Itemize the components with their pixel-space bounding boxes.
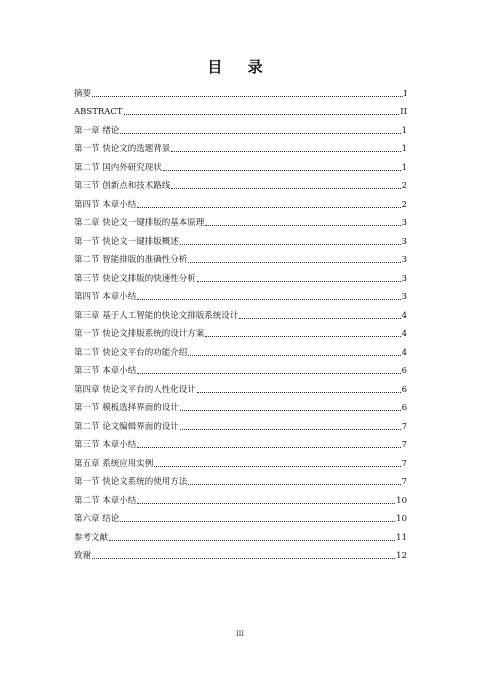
toc-page-number: 1: [401, 162, 407, 173]
toc-entry-text: 致谢: [74, 551, 92, 562]
toc-entry-text: 摘要: [74, 88, 92, 99]
toc-entry[interactable]: [74, 247, 407, 266]
toc-entry[interactable]: [74, 339, 407, 358]
toc-entry-text: ABSTRACT: [74, 107, 123, 118]
toc-page-number: 6: [401, 366, 407, 377]
toc-entry[interactable]: [74, 191, 407, 210]
toc-page-number: 3: [401, 255, 407, 266]
toc-page-number: 6: [401, 403, 407, 414]
page-footer-number: III: [235, 630, 245, 638]
toc-entry[interactable]: [74, 154, 407, 173]
dot-leader: [188, 355, 400, 356]
dot-leader: [137, 503, 395, 504]
toc-entry-text: 第一节 快论文系统的使用方法: [74, 477, 188, 488]
toc-entry[interactable]: [74, 117, 407, 136]
toc-page-number: 2: [401, 181, 407, 192]
dot-leader: [180, 244, 401, 245]
toc-entry-text: 第三节 创新点和技术路线: [74, 181, 171, 192]
toc-page-number: 4: [401, 310, 407, 321]
toc-entry-text: 第四节 本章小结: [74, 199, 137, 210]
dot-leader: [163, 170, 401, 171]
toc-page-number: 3: [401, 292, 407, 303]
toc-page-number: 10: [396, 514, 407, 525]
dot-leader: [205, 225, 400, 226]
toc-entry-text: 第四章 快论文平台的人性化设计: [74, 384, 196, 395]
dot-leader: [180, 410, 401, 411]
toc-entry-text: 第二节 本章小结: [74, 495, 137, 506]
toc-entry[interactable]: [74, 136, 407, 155]
toc-page-number: 4: [401, 347, 407, 358]
toc-page-number: 1: [401, 125, 407, 136]
dot-leader: [171, 151, 400, 152]
dot-leader: [197, 392, 401, 393]
toc-entry-text: 第二章 快论文一键排版的基本原理: [74, 218, 205, 229]
dot-leader: [109, 540, 395, 541]
toc-entry[interactable]: [74, 469, 407, 488]
toc-entry[interactable]: [74, 487, 407, 506]
toc-entry[interactable]: [74, 506, 407, 525]
toc-page-number: 1: [401, 144, 407, 155]
dot-leader: [180, 429, 401, 430]
dot-leader: [188, 262, 400, 263]
toc-page-number: 3: [401, 273, 407, 284]
toc-page-number: I: [403, 88, 407, 99]
table-of-contents: [74, 80, 407, 561]
toc-entry[interactable]: [74, 265, 407, 284]
toc-entry-text: 第一节 快论文的选题背景: [74, 144, 171, 155]
toc-entry[interactable]: [74, 173, 407, 192]
toc-entry-text: 第二节 国内外研究现状: [74, 162, 162, 173]
toc-entry-text: 第三章 基于人工智能的快论文排版系统设计: [74, 310, 239, 321]
toc-page-number: II: [400, 107, 407, 118]
toc-entry[interactable]: [74, 543, 407, 562]
toc-entry-text: 第二节 快论文平台的功能介绍: [74, 347, 188, 358]
dot-leader: [137, 207, 400, 208]
toc-page-number: 2: [401, 199, 407, 210]
toc-entry[interactable]: [74, 432, 407, 451]
toc-page-number: 11: [396, 532, 407, 543]
toc-entry[interactable]: [74, 395, 407, 414]
toc-page-number: 6: [401, 384, 407, 395]
toc-page-number: 7: [401, 458, 407, 469]
toc-entry-text: 第四节 本章小结: [74, 292, 137, 303]
toc-entry[interactable]: [74, 358, 407, 377]
toc-entry[interactable]: [74, 99, 407, 118]
toc-page-number: 4: [401, 329, 407, 340]
dot-leader: [120, 521, 395, 522]
toc-entry[interactable]: [74, 302, 407, 321]
dot-leader: [137, 299, 400, 300]
toc-page-number: 3: [401, 236, 407, 247]
toc-page-number: 7: [401, 477, 407, 488]
dot-leader: [120, 133, 400, 134]
dot-leader: [154, 466, 400, 467]
toc-entry[interactable]: [74, 524, 407, 543]
toc-entry[interactable]: [74, 284, 407, 303]
toc-entry[interactable]: [74, 321, 407, 340]
toc-title: 目 录: [207, 58, 273, 76]
toc-page-number: 3: [401, 218, 407, 229]
dot-leader: [239, 318, 400, 319]
dot-leader: [124, 114, 400, 115]
toc-page-number: 10: [396, 495, 407, 506]
toc-entry-text: 第六章 结论: [74, 514, 120, 525]
dot-leader: [92, 558, 395, 559]
dot-leader: [137, 373, 400, 374]
toc-entry-text: 第一章 绪论: [74, 125, 120, 136]
toc-entry[interactable]: [74, 450, 407, 469]
toc-entry-text: 第三节 快论文排版的快速性分析: [74, 273, 196, 284]
toc-entry[interactable]: [74, 80, 407, 99]
toc-entry-text: 第一节 模板选择界面的设计: [74, 403, 179, 414]
toc-entry[interactable]: [74, 228, 407, 247]
toc-entry-text: 第二节 论文编辑界面的设计: [74, 421, 179, 432]
toc-page-number: 12: [396, 551, 407, 562]
dot-leader: [137, 447, 400, 448]
toc-entry-text: 第二节 智能排版的准确性分析: [74, 255, 188, 266]
toc-entry-text: 参考文献: [74, 532, 109, 543]
toc-entry[interactable]: [74, 413, 407, 432]
toc-page-number: 7: [401, 440, 407, 451]
dot-leader: [188, 484, 400, 485]
toc-entry-text: 第一节 快论文排版系统的设计方案: [74, 329, 205, 340]
toc-entry-text: 第一节 快论文一键排版概述: [74, 236, 179, 247]
dot-leader: [92, 96, 403, 97]
dot-leader: [205, 336, 400, 337]
toc-page-number: 7: [401, 421, 407, 432]
toc-entry-text: 第三节 本章小结: [74, 440, 137, 451]
toc-entry[interactable]: [74, 376, 407, 395]
toc-entry-text: 第三节 本章小结: [74, 366, 137, 377]
dot-leader: [171, 188, 400, 189]
dot-leader: [197, 281, 401, 282]
toc-entry[interactable]: [74, 210, 407, 229]
toc-entry-text: 第五章 系统应用实例: [74, 458, 154, 469]
